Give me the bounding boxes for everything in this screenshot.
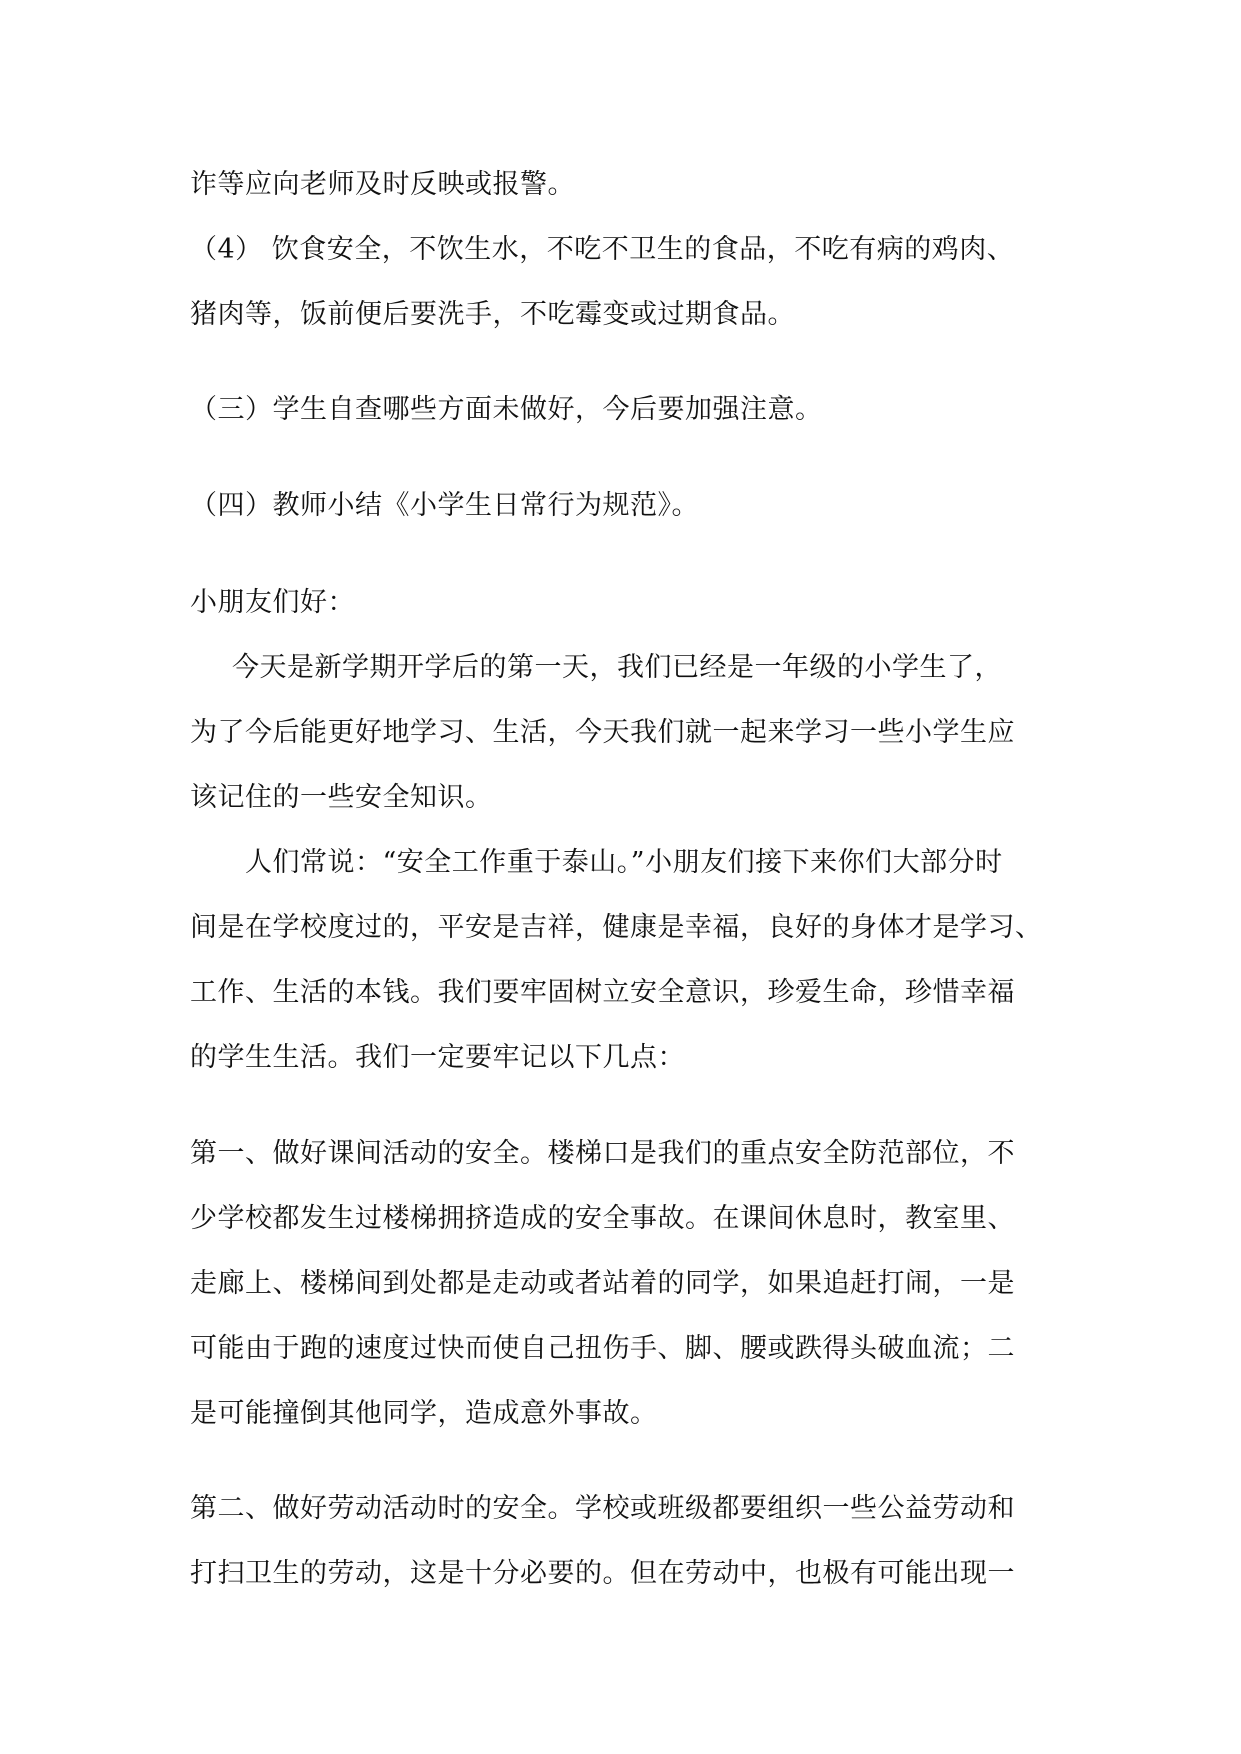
text-line: 今天是新学期开学后的第一天，我们已经是一年级的小学生了，	[232, 652, 1002, 683]
text-line: 是可能撞倒其他同学，造成意外事故。	[190, 1398, 658, 1429]
text-line: 诈等应向老师及时反映或报警。	[190, 169, 575, 200]
text-line: 为了今后能更好地学习、生活，今天我们就一起来学习一些小学生应	[190, 717, 1015, 748]
subsection-heading: （四）教师小结《小学生日常行为规范》。	[190, 490, 699, 521]
text-line: （4） 饮食安全，不饮生水，不吃不卫生的食品，不吃有病的鸡肉、	[190, 234, 1015, 265]
text-line: 可能由于跑的速度过快而使自己扭伤手、脚、腰或跌得头破血流；二	[190, 1333, 1015, 1364]
subsection-heading: （三）学生自查哪些方面未做好，今后要加强注意。	[190, 394, 823, 425]
text-line: 间是在学校度过的，平安是吉祥，健康是幸福，良好的身体才是学习、	[190, 912, 1043, 943]
text-line: 走廊上、楼梯间到处都是走动或者站着的同学，如果追赶打闹，一是	[190, 1268, 1015, 1299]
text-line: 工作、生活的本钱。我们要牢固树立安全意识，珍爱生命，珍惜幸福	[190, 977, 1015, 1008]
text-line: 少学校都发生过楼梯拥挤造成的安全事故。在课间休息时，教室里、	[190, 1203, 1015, 1234]
text-line: 打扫卫生的劳动，这是十分必要的。但在劳动中，也极有可能出现一	[190, 1558, 1015, 1589]
text-line: 人们常说：“安全工作重于泰山。”小朋友们接下来你们大部分时	[245, 847, 1003, 878]
text-line: 该记住的一些安全知识。	[190, 782, 493, 813]
text-line: 猪肉等，饭前便后要洗手，不吃霉变或过期食品。	[190, 299, 795, 330]
text-line: 第二、做好劳动活动时的安全。学校或班级都要组织一些公益劳动和	[190, 1493, 1015, 1524]
greeting: 小朋友们好：	[190, 587, 355, 618]
text-line: 的学生生活。我们一定要牢记以下几点：	[190, 1042, 685, 1073]
text-line: 第一、做好课间活动的安全。楼梯口是我们的重点安全防范部位，不	[190, 1138, 1015, 1169]
